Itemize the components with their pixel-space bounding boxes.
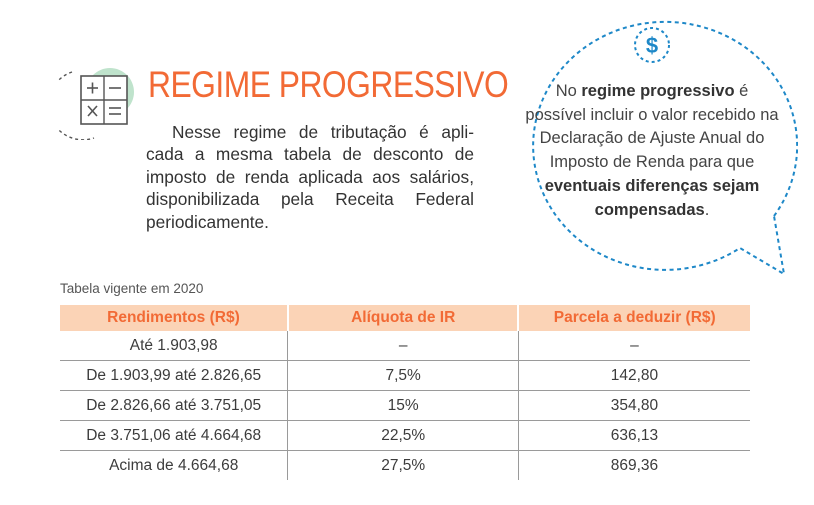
table-cell: De 1.903,99 até 2.826,65	[60, 361, 288, 391]
table-caption: Tabela vigente em 2020	[60, 281, 204, 296]
table-cell: 15%	[288, 391, 519, 421]
intro-line: Federal periodicamente.	[146, 189, 474, 232]
table-cell: De 3.751,06 até 4.664,68	[60, 421, 288, 451]
column-header: Parcela a deduzir (R$)	[518, 305, 750, 331]
page-title: REGIME PROGRESSIVO	[148, 64, 509, 105]
intro-line: salários, disponibilizada pela Receita	[146, 166, 474, 210]
table-cell: –	[288, 331, 519, 361]
bubble-bold-part: regime progressivo	[581, 82, 735, 100]
intro-paragraph	[146, 121, 474, 233]
calculator-icon	[58, 62, 140, 140]
bubble-text-part: é possível incluir o valor recebido na Declaração de Ajuste Anual do Imposto de Renda para que	[525, 82, 779, 172]
bubble-text-part: .	[704, 200, 710, 219]
bubble-bold-part: eventuais diferenças sejam compensadas	[544, 176, 760, 219]
bubble-text	[524, 80, 780, 222]
table-header-row	[60, 305, 750, 331]
table-cell: 354,80	[518, 391, 750, 421]
table-cell: 22,5%	[288, 421, 519, 451]
table-cell: 869,36	[518, 451, 750, 481]
table-cell: Acima de 4.664,68	[109, 456, 239, 474]
intro-line: de imposto de renda aplicada aos	[146, 144, 474, 187]
table-row	[60, 331, 750, 361]
column-header: Alíquota de IR	[288, 305, 519, 331]
bubble-text-part: No	[555, 82, 582, 100]
table-row	[60, 451, 750, 481]
table-cell: 142,80	[518, 361, 750, 391]
dollar-symbol: $	[645, 33, 659, 58]
table-cell: Até 1.903,98	[60, 331, 288, 361]
table-cell: De 2.826,66 até 3.751,05	[60, 391, 288, 421]
table-cell: –	[518, 331, 750, 361]
table-row	[60, 361, 750, 391]
table-row	[60, 391, 750, 421]
dollar-icon	[635, 28, 669, 62]
table-cell: 636,13	[518, 421, 750, 451]
table-cell: 27,5%	[288, 451, 519, 481]
table-cell: 7,5%	[288, 361, 519, 391]
intro-line: cada a mesma tabela de desconto	[146, 144, 444, 165]
intro-line: Nesse regime de tributação é apli-	[172, 122, 474, 142]
tax-table	[60, 305, 750, 480]
column-header: Rendimentos (R$)	[60, 305, 288, 331]
table-row	[60, 421, 750, 451]
